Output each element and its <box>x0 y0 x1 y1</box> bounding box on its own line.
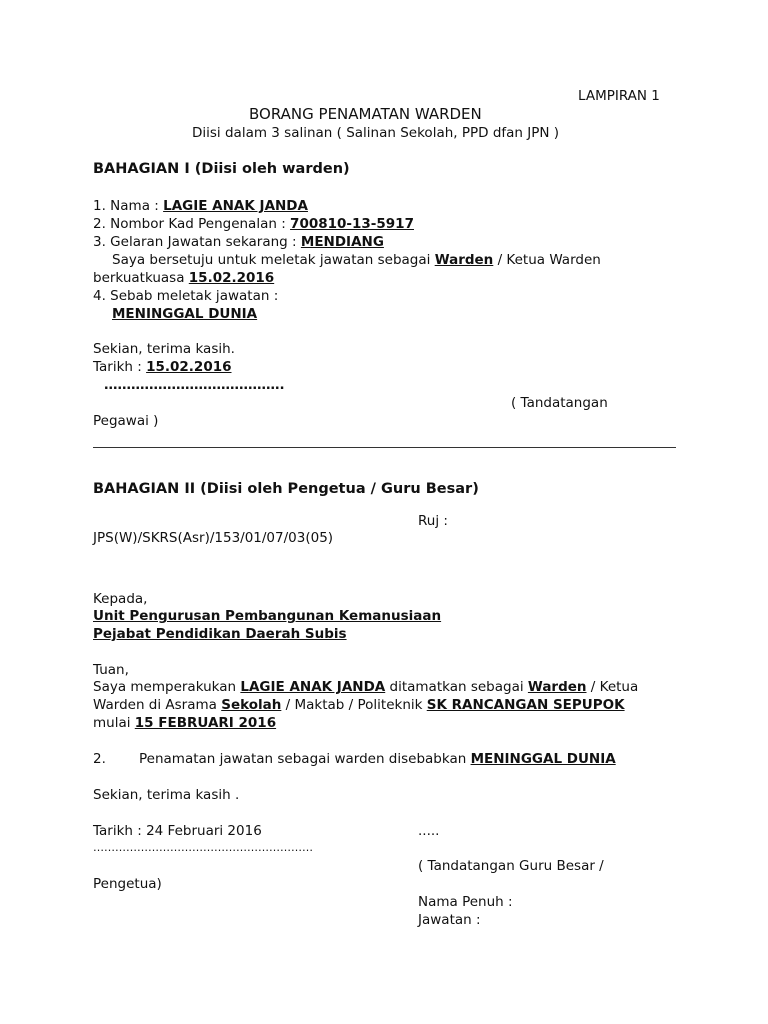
nama-label: 1. Nama : <box>93 198 164 214</box>
sekian-text: Sekian, terima kasih. <box>93 341 235 357</box>
tarikh-2: Tarikh : 24 Februari 2016 <box>93 823 262 839</box>
lampiran-label: LAMPIRAN 1 <box>578 88 660 104</box>
setuju-warden: Warden <box>434 252 494 268</box>
p1-pre: Saya memperakukan <box>93 679 241 695</box>
item2-reason: MENINGGAL DUNIA <box>470 751 616 767</box>
ic-label: 2. Nombor Kad Pengenalan : <box>93 216 291 232</box>
tandatangan-label: ( Tandatangan <box>511 395 608 411</box>
gelaran-value: MENDIANG <box>300 234 384 250</box>
p1-name: LAGIE ANAK JANDA <box>240 679 386 695</box>
form-subtitle: Diisi dalam 3 salinan ( Salinan Sekolah, PPD dfan JPN ) <box>192 125 560 141</box>
jawatan-label: Jawatan : <box>418 912 481 928</box>
unit-name: Unit Pengurusan Pembangunan Kemanusiaan <box>93 608 442 624</box>
p2-school: SK RANCANGAN SEPUPOK <box>426 697 625 713</box>
p3-pre: mulai <box>93 715 135 731</box>
para-line-3 <box>93 714 276 732</box>
berkuat-line <box>93 269 274 287</box>
setuju-line <box>112 251 601 269</box>
ruj-label: Ruj : <box>418 513 448 529</box>
ic-value: 700810-13-5917 <box>290 216 414 232</box>
sebab-value: MENINGGAL DUNIA <box>112 306 258 322</box>
tarikh-value: 15.02.2016 <box>146 359 232 375</box>
setuju-post: / Ketua Warden <box>493 252 601 268</box>
part1-heading: BAHAGIAN I (Diisi oleh warden) <box>93 161 350 177</box>
form-title: BORANG PENAMATAN WARDEN <box>249 105 482 123</box>
nama-line <box>93 197 308 215</box>
ic-line <box>93 215 414 233</box>
p3-date: 15 FEBRUARI 2016 <box>134 715 277 731</box>
para-line-2 <box>93 696 625 714</box>
pejabat-name: Pejabat Pendidikan Daerah Subis <box>93 626 347 642</box>
tarikh-label: Tarikh : <box>93 359 147 375</box>
setuju-pre: Saya bersetuju untuk meletak jawatan sebagai <box>112 252 435 268</box>
item2-number: 2. <box>93 751 106 767</box>
ruj-value: JPS(W)/SKRS(Asr)/153/01/07/03(05) <box>93 530 334 546</box>
sebab-label: 4. Sebab meletak jawatan : <box>93 288 279 304</box>
berkuat-date: 15.02.2016 <box>188 270 275 286</box>
part2-heading: BAHAGIAN II (Diisi oleh Pengetua / Guru Besar) <box>93 481 479 497</box>
signature-dots-2: …………………………………………………… <box>93 841 313 854</box>
nama-penuh-label: Nama Penuh : <box>418 894 513 910</box>
kepada-label: Kepada, <box>93 591 148 607</box>
pegawai-label: Pegawai ) <box>93 413 159 429</box>
sebab-line <box>112 305 257 323</box>
gelaran-label: 3. Gelaran Jawatan sekarang : <box>93 234 301 250</box>
item2-text: Penamatan jawatan sebagai warden disebabkan <box>139 751 471 767</box>
p1-warden: Warden <box>527 679 587 695</box>
berkuat-pre: berkuatkuasa <box>93 270 189 286</box>
sekian-text-2: Sekian, terima kasih . <box>93 787 240 803</box>
nama-value: LAGIE ANAK JANDA <box>163 198 308 214</box>
p1-mid: ditamatkan sebagai <box>385 679 528 695</box>
p2-sekolah: Sekolah <box>221 697 282 713</box>
para-line-1 <box>93 678 638 696</box>
p1-post: / Ketua <box>586 679 639 695</box>
pengetua-label: Pengetua) <box>93 876 162 892</box>
signature-dots: …………………………………. <box>104 377 285 393</box>
tandatangan-gb: ( Tandatangan Guru Besar / <box>418 858 604 874</box>
p2-pre: Warden di Asrama <box>93 697 222 713</box>
item2-line <box>139 750 616 768</box>
gelaran-line <box>93 233 384 251</box>
section-divider <box>93 447 676 448</box>
tarikh-line <box>93 358 232 376</box>
small-dots: ..... <box>418 823 440 839</box>
tuan-label: Tuan, <box>93 662 129 678</box>
p2-mid: / Maktab / Politeknik <box>281 697 427 713</box>
